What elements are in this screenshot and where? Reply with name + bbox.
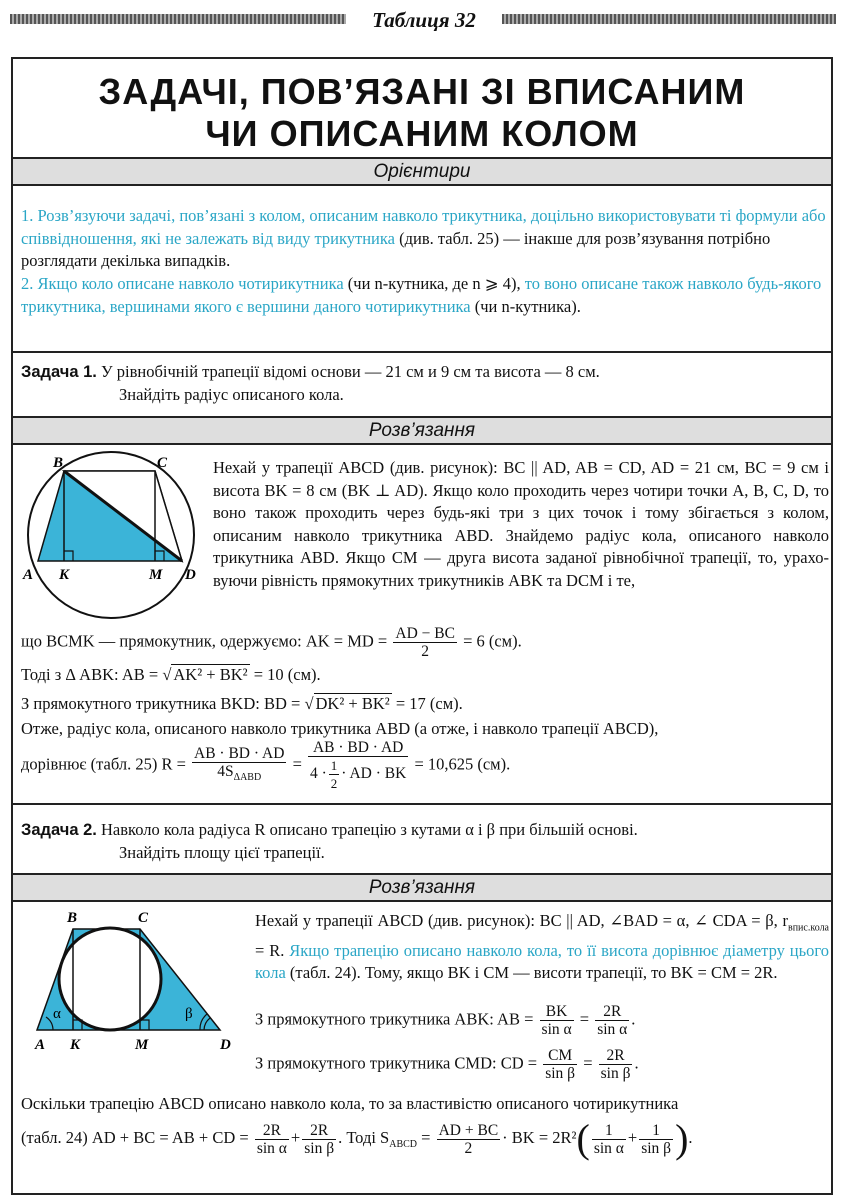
s2-ab-den-2: sin α [597, 1021, 628, 1038]
solution-2-ab-line [255, 1003, 635, 1038]
title-line-2: ЧИ ОПИСАНИМ КОЛОМ [205, 113, 639, 154]
solution-2-heading: Розв’язання [13, 873, 831, 902]
final-p-num-2: 1 [639, 1122, 673, 1140]
solution-1-ak-line [21, 625, 522, 660]
bd-line-suffix: = 17 (см). [395, 694, 463, 713]
item-2-plain-b: (чи n-кутника). [470, 296, 581, 316]
r-fraction-1-numerator: AB · BD · AD [194, 744, 285, 762]
solution-2-final-text: Оскільки трапецію ABCD описано навколо кола, то за властивістю описаного чотирикутника [21, 1094, 679, 1113]
label-beta: β [185, 1006, 193, 1022]
separator-2 [13, 803, 831, 805]
r-fraction-1-denominator [192, 763, 286, 786]
half-numerator: 1 [330, 758, 338, 773]
left-paren: ( [576, 1116, 590, 1161]
half-fraction [329, 757, 340, 792]
final-p-plus: + [627, 1127, 638, 1147]
s2-cd-frac-1 [543, 1047, 577, 1082]
bd-radicand: DK² + BK² [315, 694, 390, 713]
final-num-1: 2R [255, 1122, 289, 1140]
solution-1-r-text: Отже, радіус кола, описаного навколо трикутника ABD (а отже, і навколо трапеції ABCD), [21, 719, 659, 738]
s2-cd-eq: = [583, 1053, 593, 1073]
solution-1-r-line [21, 739, 510, 792]
r-fraction-2-denominator [308, 757, 408, 792]
bd-line-prefix: З прямокутного трикутника BKD: BD = [21, 694, 301, 713]
s2-cd-prefix: З прямокутного трикутника CMD: CD = [255, 1053, 538, 1073]
final-mid: . Тоді S [338, 1127, 390, 1147]
s2-para-plain-3: (табл. 24). Тому, якщо BK і CM — висоти трапеції, то BK = CM = 2R. [285, 963, 778, 983]
label-b-2: B [67, 910, 78, 926]
page-title [13, 71, 831, 155]
ak-line-prefix: що BCMK — прямокутник, одержуємо: AK = MD = [21, 631, 388, 651]
final-eq: = [417, 1127, 431, 1147]
s2-ab-num-2: 2R [595, 1003, 629, 1021]
s2-cd-den-1: sin β [545, 1065, 576, 1082]
final-end: . [688, 1127, 693, 1147]
task-1-label: Задача 1. [21, 363, 97, 381]
solution-2-final-line [21, 1116, 693, 1161]
task-2-text-2: Знайдіть площу цієї трапеції. [119, 842, 325, 862]
final-plus: + [290, 1127, 301, 1147]
item-2-number: 2. [21, 274, 34, 293]
label-m-2: M [135, 1037, 149, 1053]
solution-2-cd-line [255, 1047, 639, 1082]
s2-cd-den-2: sin β [600, 1065, 631, 1082]
item-1-rest: (див. табл. 25) — інакше для розв’язування потрібно розглядати декілька випадків. [21, 228, 771, 270]
s2-ab-den-1: sin α [541, 1021, 572, 1038]
final-frac-2 [302, 1122, 336, 1157]
s2-cd-num-1: CM [543, 1047, 577, 1065]
final-sub: ABCD [389, 1139, 418, 1151]
orientiry-item-1 [21, 205, 826, 273]
final-frac-p1 [592, 1122, 626, 1157]
item-2-highlight-b: то воно описане також навколо будь-якого трикутника, вершинами якого є вершини даного чотирикутника [21, 274, 822, 316]
final-s-num: AD + BC [438, 1121, 499, 1139]
solution-1-heading: Розв’язання [13, 416, 831, 445]
table-frame [11, 57, 833, 1195]
ak-fraction [393, 625, 457, 660]
r-fraction-2-den-b: · AD · BK [341, 765, 407, 783]
s2-ab-frac-2 [595, 1003, 629, 1038]
s2-para-plain-1: Нехай у трапеції ABCD (див. рисунок): BC || AD, ∠BAD = α, ∠ CDA = β, r [255, 911, 788, 930]
page-header [0, 0, 846, 44]
final-p-den-1: sin α [593, 1139, 624, 1157]
item-2-highlight-a: Якщо коло описане навколо чотирикутника [37, 274, 344, 293]
label-a-2: A [35, 1037, 46, 1053]
r-fraction-2-den-a: 4 · [310, 765, 327, 783]
s2-para-sub: впис.кола [787, 922, 829, 934]
orientiry-heading: Орієнтири [13, 157, 831, 186]
r-fraction-2-numerator: AB · BD · AD [308, 739, 408, 757]
final-frac-p2 [639, 1122, 673, 1157]
final-frac-1 [255, 1122, 289, 1157]
label-k: K [59, 567, 70, 583]
task-1-text: У рівнобічній трапеції відомі основи — 21 см и 9 см та висота — 8 см. [100, 362, 600, 381]
solution-1-ab-line [21, 665, 321, 685]
trapezoid-incircle-figure-2 [15, 904, 250, 1054]
header-bar-right [502, 14, 836, 24]
orientiry-item-2 [21, 273, 826, 318]
half-denominator: 2 [330, 776, 338, 791]
label-d-2: D [220, 1037, 231, 1053]
final-den-2: sin β [304, 1139, 335, 1157]
ak-fraction-numerator: AD − BC [395, 625, 455, 642]
item-2-plain-a: (чи n-кутника, де n ⩾ 4), [343, 274, 525, 293]
s2-ab-eq: = [579, 1009, 590, 1029]
sqrt-sign-2: √ [304, 694, 314, 713]
ak-fraction-denominator: 2 [421, 643, 430, 660]
final-den-1: sin α [256, 1139, 287, 1157]
solution-1-bd-line [21, 694, 463, 714]
separator [13, 351, 831, 353]
solution-1-paragraph: Нехай у трапеції ABCD (див. рисунок): BC || AD, AB = CD, AD = 21 см, BC = 9 см і висота BK = 8 см (BK ⊥ AD). Якщо коло проходить через чотири точки A, B, C, D, то воно також проходить через будь-які три з цих точок і тому збігається з колом, описаним навколо трикутника ABD. Знайдемо радіус кола, описаного навколо трикутника ABD. Якщо CM — друга висота заданої рівнобічної трапеції, то, ураховуючи рівність прямокутних трикутників ABK та DCM і те, [213, 458, 829, 590]
s2-ab-prefix: З прямокутного трикутника ABK: AB = [255, 1009, 534, 1029]
item-1-number: 1. [21, 206, 34, 225]
r-line-prefix: дорівнює (табл. 25) R = [21, 754, 186, 774]
s2-para-plain-2: = R. [255, 940, 290, 960]
final-frac-s [437, 1122, 501, 1157]
final-p-den-2: sin β [641, 1139, 672, 1157]
label-c: C [157, 455, 168, 471]
ab-line-suffix: = 10 (см). [253, 665, 321, 684]
label-m: M [149, 567, 163, 583]
task-2 [21, 819, 826, 864]
s2-cd-num-2: 2R [599, 1047, 633, 1065]
label-b: B [53, 455, 64, 471]
r-fraction-1 [192, 745, 286, 786]
final-tail: · BK = 2R² [502, 1127, 577, 1147]
label-c-2: C [138, 910, 149, 926]
equals-sign: = [292, 754, 302, 774]
task-1-text-2: Знайдіть радіус описаного кола. [119, 384, 344, 404]
r-fraction-2 [308, 739, 408, 792]
title-line-1: ЗАДАЧІ, ПОВ’ЯЗАНІ ЗІ ВПИСАНИМ [98, 71, 746, 112]
final-s-den: 2 [464, 1139, 473, 1157]
r-line-suffix: = 10,625 (см). [414, 754, 511, 774]
label-d: D [185, 567, 196, 583]
r-fraction-1-den-sub: ΔABD [233, 772, 262, 784]
item-1-highlight: Розв’язуючи задачі, пов’язані з колом, описаним навколо трикутника, доцільно використовувати ті формули або співвідношення, які не залежать від виду трикутника [21, 206, 826, 248]
s2-cd-frac-2 [599, 1047, 633, 1082]
label-a: A [23, 567, 34, 583]
incircle [59, 928, 161, 1030]
final-p-num-1: 1 [592, 1122, 626, 1140]
ab-radicand: AK² + BK² [173, 665, 248, 684]
s2-ab-frac-1 [540, 1003, 574, 1038]
label-alpha: α [53, 1006, 61, 1022]
final-num-2: 2R [302, 1122, 336, 1140]
s2-ab-dot: . [631, 1009, 636, 1029]
solution-2-paragraph [255, 910, 829, 985]
task-1 [21, 361, 826, 406]
ak-line-suffix: = 6 (см). [463, 631, 522, 651]
trapezoid-circle-figure-1 [15, 447, 205, 627]
s2-cd-dot: . [634, 1053, 639, 1073]
s2-ab-num-1: BK [540, 1003, 574, 1021]
task-2-text: Навколо кола радіуса R описано трапецію з кутами α і β при більшій основі. [100, 820, 638, 839]
label-k-2: K [70, 1037, 81, 1053]
header-bar-left [10, 14, 346, 24]
r-fraction-1-den-main: 4S [217, 762, 234, 780]
task-2-label: Задача 2. [21, 821, 97, 839]
sqrt-sign: √ [162, 665, 172, 684]
ab-line-prefix: Тоді з Δ ABK: AB = [21, 665, 159, 684]
table-label: Таблиця 32 [372, 8, 476, 32]
final-prefix: (табл. 24) AD + BC = AB + CD = [21, 1127, 249, 1147]
s2-para-highlight: Якщо трапецію описано навколо кола, то її висота дорівнює діаметру цього кола [255, 940, 829, 983]
right-paren: ) [675, 1116, 689, 1161]
